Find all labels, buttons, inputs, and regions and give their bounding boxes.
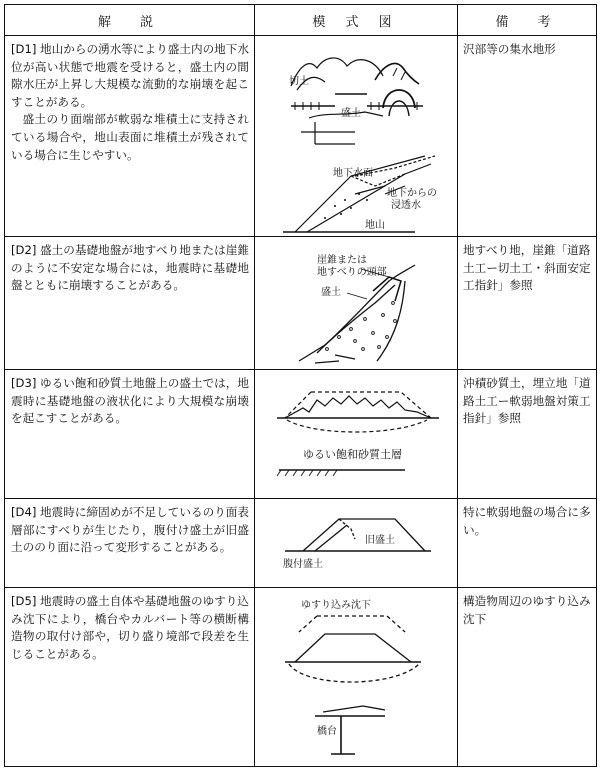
row-d1-figure — [255, 36, 458, 237]
row-d2-desc: [D2] 盛土の基礎地盤が地すべり地または崖錐のように不安定な場合には，地震時に基礎地盤とともに崩壊することがある。 — [11, 243, 249, 293]
header-explanation: 解 説 — [5, 5, 255, 36]
row-d2-note: 地すべり地，崖錐「道路土工ー切土工・斜面安定工指針」参照 — [463, 243, 591, 293]
row-d2-description — [5, 237, 255, 370]
figure-d5 — [255, 588, 458, 766]
row-d4-note: 特に軟弱地盤の場合に多い。 — [463, 505, 591, 537]
row-d2-figure — [255, 237, 458, 370]
d1-label-seepage-2: 浸透水 — [391, 200, 421, 211]
row-d4 — [5, 499, 597, 588]
row-d5-desc: [D5] 地震時の盛土自体や基礎地盤のゆすり込み沈下により，橋台やカルバート等の横断構造物の取付け部や，切り盛り境部で段差を生じることがある。 — [11, 594, 249, 661]
d2-label-top-1: 崖錐または — [317, 255, 367, 266]
row-d3-description — [5, 370, 255, 499]
row-d3-note: 沖積砂質土，埋立地「道路土工ー軟弱地盤対策工指針」参照 — [463, 376, 591, 426]
row-d5-description — [5, 588, 255, 767]
d5-label-abutment: 橋台 — [317, 726, 337, 737]
figure-d1 — [255, 36, 458, 236]
d1-label-bedrock: 地山 — [365, 220, 385, 231]
d3-label-layer: ゆるい飽和砂質土層 — [303, 448, 402, 461]
row-d3-desc: [D3] ゆるい飽和砂質土地盤上の盛土では，地震時に基礎地盤の液状化により大規模な崩壊を起こすことがある。 — [11, 376, 249, 426]
d4-label-added: 腹付盛土 — [283, 559, 323, 570]
row-d5-remarks — [458, 588, 597, 767]
row-d1-desc-1: [D1] 地山からの湧水等により盛土内の地下水位が高い状態で地震を受けると，盛土内の間隙水圧が上昇し大規模な流動的な崩壊を起こすことがある。 — [11, 42, 249, 109]
row-d5 — [5, 588, 597, 767]
row-d3-figure — [255, 370, 458, 499]
row-d1-remarks — [458, 36, 597, 237]
figure-d2 — [255, 237, 458, 369]
row-d1-desc-2: 盛土のり面端部が軟弱な堆積土に支持されている場合や，地山表面に堆積土が残されている場合に生じやすい。 — [11, 112, 249, 162]
row-d2-remarks — [458, 237, 597, 370]
d1-label-cut: 切土 — [289, 76, 309, 87]
failure-mode-table — [4, 4, 597, 767]
d5-label-settle: ゆすり込み沈下 — [301, 600, 371, 611]
row-d1-description — [5, 36, 255, 237]
row-d1-note: 沢部等の集水地形 — [463, 42, 556, 56]
figure-d4 — [255, 499, 458, 587]
figure-d3 — [255, 370, 458, 498]
row-d3-remarks — [458, 370, 597, 499]
row-d3 — [5, 370, 597, 499]
header-remarks: 備 考 — [458, 5, 597, 36]
row-d4-remarks — [458, 499, 597, 588]
row-d5-figure — [255, 588, 458, 767]
d4-label-old: 旧盛土 — [365, 535, 395, 546]
d1-label-groundwater: 地下水面 — [333, 168, 373, 179]
row-d2 — [5, 237, 597, 370]
header-row — [5, 5, 597, 36]
d1-label-fill: 盛土 — [341, 108, 361, 119]
d2-label-fill: 盛土 — [321, 287, 341, 298]
row-d4-description — [5, 499, 255, 588]
d1-label-seepage-1: 地下からの — [387, 188, 437, 199]
row-d4-desc: [D4] 地震時に締固めが不足しているのり面表層部にすべりが生じたり，腹付け盛土が旧盛土ののり面に沿って変形することがある。 — [11, 505, 249, 555]
row-d4-figure — [255, 499, 458, 588]
row-d5-note: 構造物周辺のゆすり込み沈下 — [463, 594, 591, 626]
row-d1 — [5, 36, 597, 237]
header-schematic: 模 式 図 — [255, 5, 458, 36]
d2-label-top-2: 地すべりの頭部 — [317, 267, 387, 278]
